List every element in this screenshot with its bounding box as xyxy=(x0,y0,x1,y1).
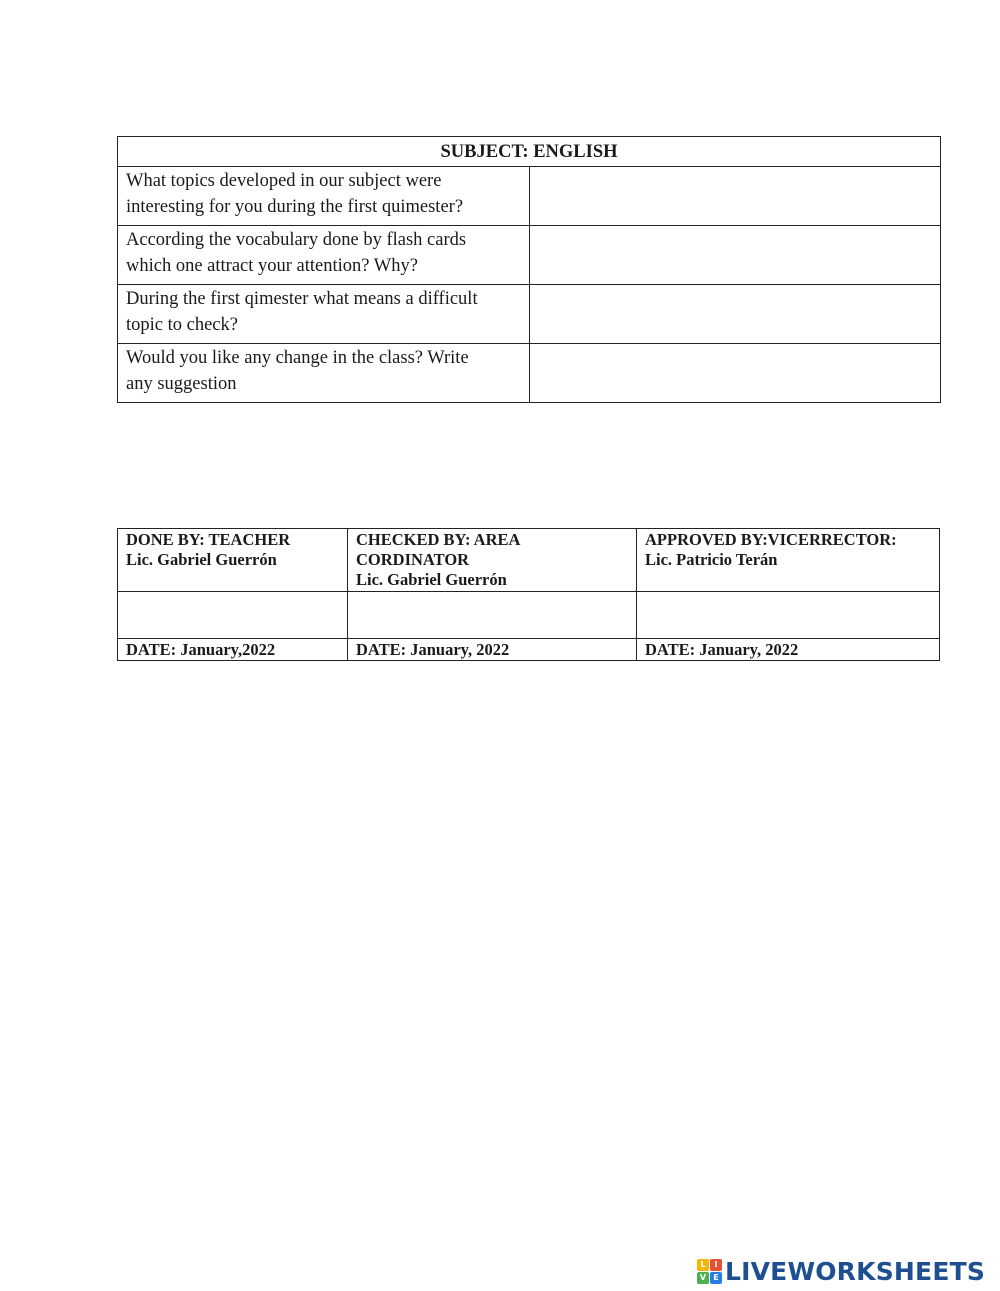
approved-by-signature-space xyxy=(637,592,940,639)
checked-by-role: CORDINATOR xyxy=(356,550,470,569)
question-text: interesting for you during the first quimester? xyxy=(126,197,464,217)
approved-by-date: DATE: January, 2022 xyxy=(637,639,940,661)
signature-table xyxy=(117,528,940,661)
question-text: any suggestion xyxy=(126,374,237,394)
table-row xyxy=(118,167,941,226)
done-by-signature-space xyxy=(118,592,348,639)
logo-wordmark: LIVEWORKSHEETS xyxy=(725,1256,986,1286)
liveworksheets-logo xyxy=(697,1256,985,1286)
answer-cell xyxy=(530,226,941,285)
checked-by-name: Lic. Gabriel Guerrón xyxy=(356,570,507,589)
logo-block: I xyxy=(710,1259,722,1271)
logo-block: L xyxy=(697,1259,709,1271)
question-cell xyxy=(118,344,530,403)
answer-field[interactable] xyxy=(530,226,940,284)
logo-block: V xyxy=(697,1272,709,1284)
question-text: According the vocabulary done by flash cards xyxy=(126,230,467,250)
done-by-label: DONE BY: TEACHER xyxy=(126,530,291,549)
logo-blocks-icon xyxy=(697,1259,722,1284)
table-row xyxy=(118,344,941,403)
logo-block: E xyxy=(710,1272,722,1284)
questionnaire-table xyxy=(117,136,941,403)
table-row xyxy=(118,226,941,285)
question-text: What topics developed in our subject were xyxy=(126,171,442,191)
answer-cell xyxy=(530,285,941,344)
answer-cell xyxy=(530,344,941,403)
approved-by-name: Lic. Patricio Terán xyxy=(645,550,778,569)
answer-field[interactable] xyxy=(530,167,940,225)
table-row xyxy=(118,285,941,344)
checked-by-label: CHECKED BY: AREA xyxy=(356,530,521,549)
answer-field[interactable] xyxy=(530,344,940,402)
answer-cell xyxy=(530,167,941,226)
question-text: which one attract your attention? Why? xyxy=(126,256,418,276)
approved-by-label: APPROVED BY:VICERRECTOR: xyxy=(645,530,897,549)
done-by-cell xyxy=(118,529,348,592)
question-text: During the first qimester what means a difficult xyxy=(126,289,478,309)
answer-field[interactable] xyxy=(530,285,940,343)
question-cell xyxy=(118,285,530,344)
question-text: Would you like any change in the class? Write xyxy=(126,348,469,368)
question-text: topic to check? xyxy=(126,315,238,335)
table-heading: SUBJECT: ENGLISH xyxy=(118,137,941,167)
approved-by-cell xyxy=(637,529,940,592)
checked-by-signature-space xyxy=(348,592,637,639)
checked-by-date: DATE: January, 2022 xyxy=(348,639,637,661)
checked-by-cell xyxy=(348,529,637,592)
question-cell xyxy=(118,167,530,226)
done-by-name: Lic. Gabriel Guerrón xyxy=(126,550,277,569)
done-by-date: DATE: January,2022 xyxy=(118,639,348,661)
question-cell xyxy=(118,226,530,285)
